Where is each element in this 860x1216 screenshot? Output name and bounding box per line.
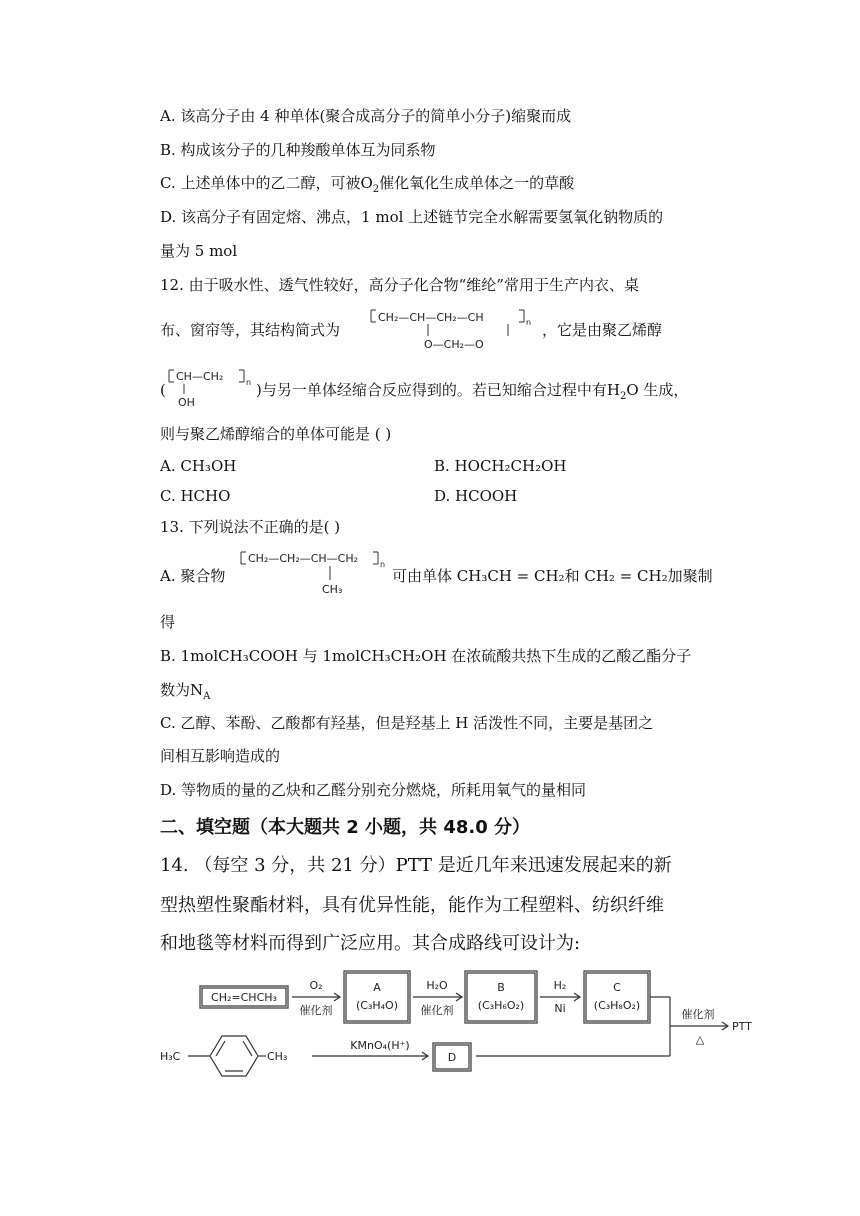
q12-stem-line2-post: ，它是由聚乙烯醇 [542, 321, 663, 339]
q13-option-d: D. 等物质的量的乙炔和乙醛分别充分燃烧，所耗用氧气的量相同 [160, 781, 587, 799]
compound-a: A [373, 981, 381, 994]
q12-line3-end: O 生成， [626, 381, 689, 399]
q11-option-d: D. 该高分子有固定熔、沸点，1 mol 上述链节完全水解需要氢氧化钠物质的 [160, 208, 664, 226]
q13-option-b: B. 1molCH₃COOH 与 1molCH₃CH₂OH 在浓硫酸共热下生成的乙酸乙酯分子 [160, 647, 692, 665]
step4-condition: △ [695, 1033, 705, 1046]
q14-line2: 型热塑性聚酯材料，具有优异性能，能作为工程塑料、纺织纤维 [160, 895, 664, 916]
compound-c-formula: (C₃H₈O₂) [593, 999, 641, 1012]
pva-bottom: OH [178, 396, 195, 409]
q13-b2-sub: A [203, 691, 211, 702]
section-title: 二、填空题（本大题共 2 小题，共 48.0 分） [160, 817, 531, 838]
q11-c-sub: 2 [372, 184, 380, 195]
q12-option-a: A. CH₃OH [160, 457, 237, 475]
q13-option-c: C. 乙醇、苯酚、乙酸都有羟基，但是羟基上 H 活泼性不同，主要是基团之 [160, 714, 654, 732]
compound-d: D [447, 1051, 457, 1064]
step1-reagent: O₂ [309, 979, 323, 992]
q12-stem-line3-paren: ( [160, 381, 166, 399]
q12-stem-line1: 12. 由于吸水性、透气性较好，高分子化合物“维纶”常用于生产内衣、桌 [160, 276, 639, 294]
vinylon-n: n [526, 318, 532, 327]
pva-n: n [246, 378, 252, 387]
xylene-left-methyl: H₃C [160, 1050, 181, 1063]
step2-condition: 催化剂 [420, 1004, 454, 1017]
polymer-bottom: CH₃ [322, 583, 343, 596]
q13-option-a-post: 可由单体 CH₃CH = CH₂和 CH₂ = CH₂加聚制 [392, 567, 713, 585]
product-ptt: PTT [732, 1020, 752, 1033]
compound-a-formula: (C₃H₄O) [355, 999, 399, 1012]
step4-reagent: 催化剂 [681, 1008, 715, 1021]
start-compound: CH₂=CHCH₃ [211, 991, 277, 1004]
q12-option-b: B. HOCH₂CH₂OH [434, 457, 567, 475]
q11-c-text: C. 上述单体中的乙二醇，可被O [160, 174, 373, 192]
pva-top: CH—CH₂ [176, 370, 224, 383]
q12-line3-sub: 2 [619, 391, 627, 402]
q14-line3: 和地毯等材料而得到广泛应用。其合成路线可设计为: [160, 933, 581, 954]
q11-option-d-cont: 量为 5 mol [160, 242, 238, 260]
q12-stem-line2-pre: 布、窗帘等，其结构简式为 [160, 321, 341, 339]
q12-option-d: D. HCOOH [434, 487, 518, 505]
q11-option-b: B. 构成该分子的几种羧酸单体互为同系物 [160, 141, 436, 159]
q11-c-text-end: 催化氧化生成单体之一的草酸 [379, 174, 575, 192]
polymer-top: CH₂—CH₂—CH—CH₂ [248, 552, 359, 565]
step3-condition: Ni [554, 1002, 566, 1015]
vinylon-bottom: O—CH₂—O [424, 338, 484, 351]
q11-option-a: A. 该高分子由 4 种单体(聚合成高分子的简单小分子)缩聚而成 [160, 107, 572, 125]
vinylon-top: CH₂—CH—CH₂—CH [378, 311, 484, 324]
q12-option-c: C. HCHO [160, 487, 231, 505]
q13-option-c-cont: 间相互影响造成的 [160, 747, 281, 765]
compound-c: C [613, 981, 621, 994]
compound-b-formula: (C₃H₆O₂) [477, 999, 525, 1012]
step5-reagent: KMnO₄(H⁺) [350, 1039, 410, 1052]
step3-reagent: H₂ [553, 979, 567, 992]
compound-b: B [497, 981, 505, 994]
q13-option-a-cont: 得 [160, 613, 176, 631]
step2-reagent: H₂O [426, 979, 448, 992]
xylene-right-methyl: CH₃ [267, 1050, 288, 1063]
q13-b2-text: 数为N [160, 681, 204, 699]
polymer-n: n [380, 560, 386, 569]
q14-line1: 14. （每空 3 分，共 21 分）PTT 是近几年来迅速发展起来的新 [160, 855, 672, 876]
q12-line3-text: )与另一单体经缩合反应得到的。若已知缩合过程中有H [256, 381, 620, 399]
q12-stem-line4: 则与聚乙烯醇缩合的单体可能是 ( ) [160, 425, 392, 443]
q13-option-a-pre: A. 聚合物 [160, 567, 226, 585]
step1-condition: 催化剂 [299, 1004, 333, 1017]
q13-stem: 13. 下列说法不正确的是( ) [160, 518, 341, 536]
